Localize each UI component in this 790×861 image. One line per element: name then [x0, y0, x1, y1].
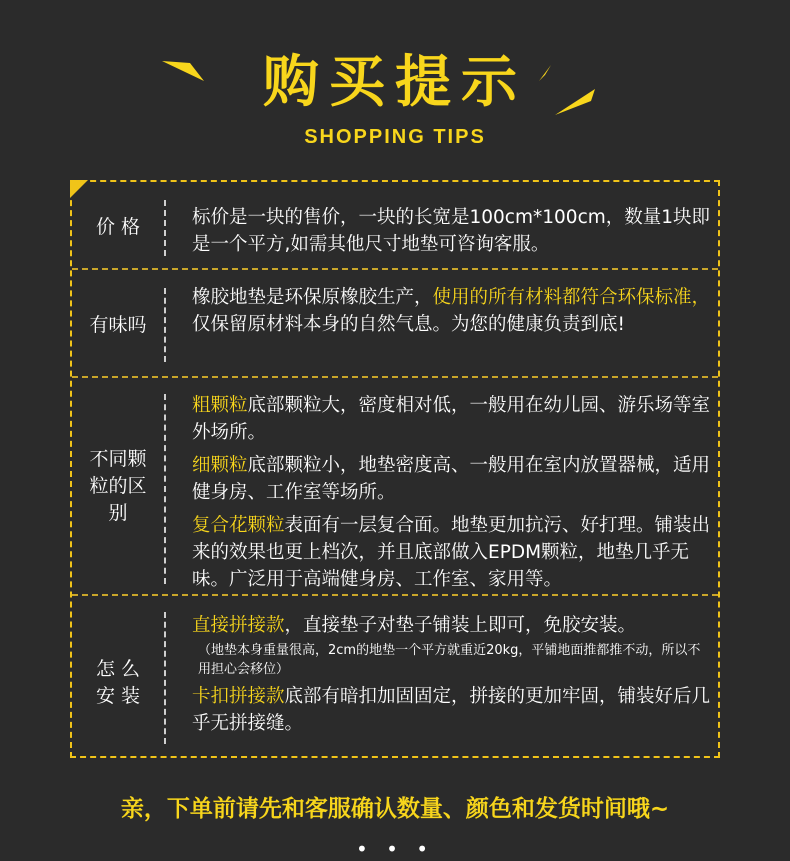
note-text: （地垫本身重量很高，2cm的地垫一个平方就重近20kg，平铺地面推都推不动，所以不用担心会移位） [198, 643, 701, 677]
highlight-text: 使用的所有材料都符合环保标准， [432, 287, 711, 308]
tip-row-granules [72, 378, 718, 596]
paragraph: 复合花颗粒表面有一层复合面。地垫更加抗污、好打理。铺装出来的效果也更上档次，并且底部做入EPDM颗粒，地垫几乎无味。广泛用于高端健身房、工作室、家用等。 [192, 515, 711, 590]
row-divider [164, 612, 166, 744]
tip-row-install [72, 596, 718, 756]
page-title: 购买提示 [263, 50, 527, 115]
highlight-text: 细颗粒 [192, 455, 248, 476]
highlight-text: 卡扣拼接款 [192, 686, 285, 707]
paragraph: 橡胶地垫是环保原橡胶生产，使用的所有材料都符合环保标准，仅保留原材料本身的自然气息。为您的健康负责到底! [192, 287, 711, 335]
row-divider [164, 288, 166, 362]
paragraph: 粗颗粒底部颗粒大，密度相对低，一般用在幼儿园、游乐场等室外场所。 [192, 395, 711, 443]
footer-notice: 亲，下单前请先和客服确认数量、颜色和发货时间哦~ [120, 796, 670, 822]
highlight-text: 粗颗粒 [192, 395, 248, 416]
tips-table [70, 180, 720, 758]
more-dots-icon: • • • [355, 837, 435, 861]
row-content [192, 204, 712, 258]
tip-row-odor [72, 270, 718, 378]
row-label: 有味吗 [89, 314, 147, 336]
page-subtitle: SHOPPING TIPS [304, 126, 486, 148]
paragraph: 卡扣拼接款底部有暗扣加固固定，拼接的更加牢固，铺装好后几乎无拼接缝。 [192, 686, 711, 734]
row-label: 价 格 [95, 216, 141, 238]
row-label: 不同颗 粒的区 别 [89, 448, 147, 524]
row-content [192, 284, 712, 338]
highlight-text: 复合花颗粒 [192, 515, 285, 536]
row-divider [164, 200, 166, 256]
row-content [192, 612, 712, 737]
row-content [192, 392, 712, 593]
paragraph: 直接拼接款，直接垫子对垫子铺装上即可，免胶安装。 [192, 615, 637, 636]
paragraph: 细颗粒底部颗粒小，地垫密度高、一般用在室内放置器械，适用健身房、工作室等场所。 [192, 455, 711, 503]
row-label: 怎 么 安 装 [95, 658, 141, 707]
highlight-text: 直接拼接款 [192, 615, 285, 636]
row-divider [164, 394, 166, 584]
corner-decoration [70, 180, 88, 198]
tip-row-price [72, 182, 718, 270]
paragraph: 标价是一块的售价，一块的长宽是100cm*100cm，数量1块即是一个平方,如需其他尺寸地垫可咨询客服。 [192, 207, 711, 255]
